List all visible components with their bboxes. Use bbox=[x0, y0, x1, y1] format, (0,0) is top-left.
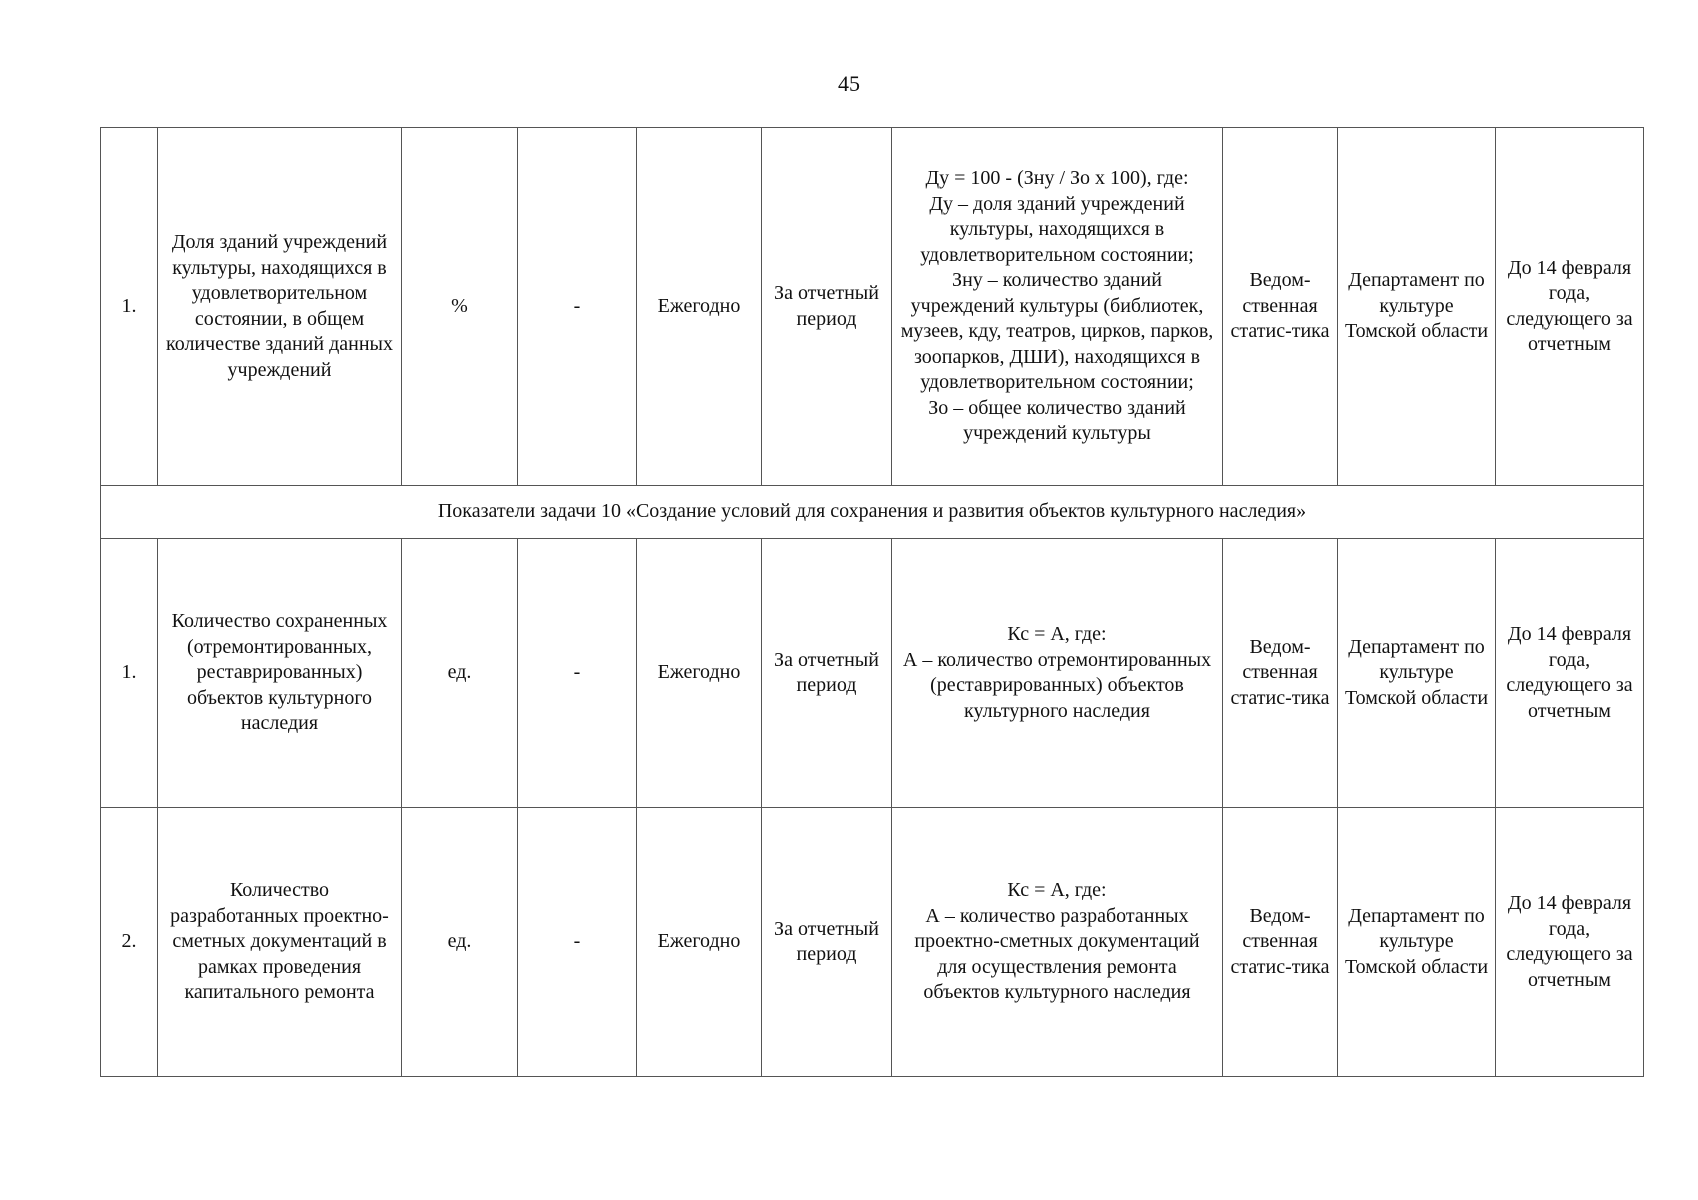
responsible-body: Департамент по культуре Томской области bbox=[1338, 539, 1496, 808]
responsible-body: Департамент по культуре Томской области bbox=[1338, 128, 1496, 486]
table-row bbox=[101, 808, 1644, 1077]
calculation-method bbox=[892, 128, 1223, 486]
time-period: За отчетный период bbox=[762, 808, 892, 1077]
unit: ед. bbox=[402, 808, 518, 1077]
data-source: Ведом-ственная статис-тика bbox=[1223, 808, 1338, 1077]
periodicity: Ежегодно bbox=[637, 128, 762, 486]
formula-line: А – количество отремонтированных (реставрированных) объектов культурного наследия bbox=[902, 648, 1212, 722]
formula-line: Зо – общее количество зданий учреждений культуры bbox=[928, 396, 1186, 445]
periodicity: Ежегодно bbox=[637, 808, 762, 1077]
indicator-name: Количество разработанных проектно-сметных документаций в рамках проведения капитального ремонта bbox=[158, 808, 402, 1077]
unit: ед. bbox=[402, 539, 518, 808]
calculation-method bbox=[892, 539, 1223, 808]
deadline: До 14 февраля года, следующего за отчетным bbox=[1496, 808, 1644, 1077]
section-header-row bbox=[101, 486, 1644, 539]
data-source: Ведом-ственная статис-тика bbox=[1223, 539, 1338, 808]
formula-line: Ду = 100 - (Зну / Зо х 100), где: bbox=[925, 167, 1189, 190]
indicator-name: Количество сохраненных (отремонтированных, реставрированных) объектов культурного наследия bbox=[158, 539, 402, 808]
page-number: 45 bbox=[838, 71, 860, 96]
unit: % bbox=[402, 128, 518, 486]
formula-line: Кс = А, где: bbox=[1007, 879, 1107, 902]
formula-line: Кс = А, где: bbox=[1007, 623, 1107, 645]
dash-cell: - bbox=[518, 539, 637, 808]
indicators-table bbox=[100, 127, 1644, 1077]
deadline: До 14 февраля года, следующего за отчетным bbox=[1496, 128, 1644, 486]
table-row bbox=[101, 539, 1644, 808]
formula-line: Зну – количество зданий учреждений культуры (библиотек, музеев, кду, театров, цирков, парков, зоопарков, ДШИ), находящихся в удовлетворительном состоянии; bbox=[900, 269, 1214, 394]
formula-line: А – количество разработанных проектно-сметных документаций для осуществления ремонта объектов культурного наследия bbox=[914, 904, 1200, 1004]
row-number: 2. bbox=[101, 808, 158, 1077]
calculation-method bbox=[892, 808, 1223, 1077]
section-title: Показатели задачи 10 «Создание условий для сохранения и развития объектов культурного наследия» bbox=[101, 486, 1644, 539]
time-period: За отчетный период bbox=[762, 128, 892, 486]
data-source: Ведом-ственная статис-тика bbox=[1223, 128, 1338, 486]
indicator-name: Доля зданий учреждений культуры, находящихся в удовлетворительном состоянии, в общем количестве зданий данных учреждений bbox=[158, 128, 402, 486]
responsible-body: Департамент по культуре Томской области bbox=[1338, 808, 1496, 1077]
time-period: За отчетный период bbox=[762, 539, 892, 808]
row-number: 1. bbox=[101, 128, 158, 486]
dash-cell: - bbox=[518, 128, 637, 486]
row-number: 1. bbox=[101, 539, 158, 808]
dash-cell: - bbox=[518, 808, 637, 1077]
periodicity: Ежегодно bbox=[637, 539, 762, 808]
table-row bbox=[101, 128, 1644, 486]
formula-line: Ду – доля зданий учреждений культуры, находящихся в удовлетворительном состоянии; bbox=[920, 192, 1194, 266]
deadline: До 14 февраля года, следующего за отчетным bbox=[1496, 539, 1644, 808]
